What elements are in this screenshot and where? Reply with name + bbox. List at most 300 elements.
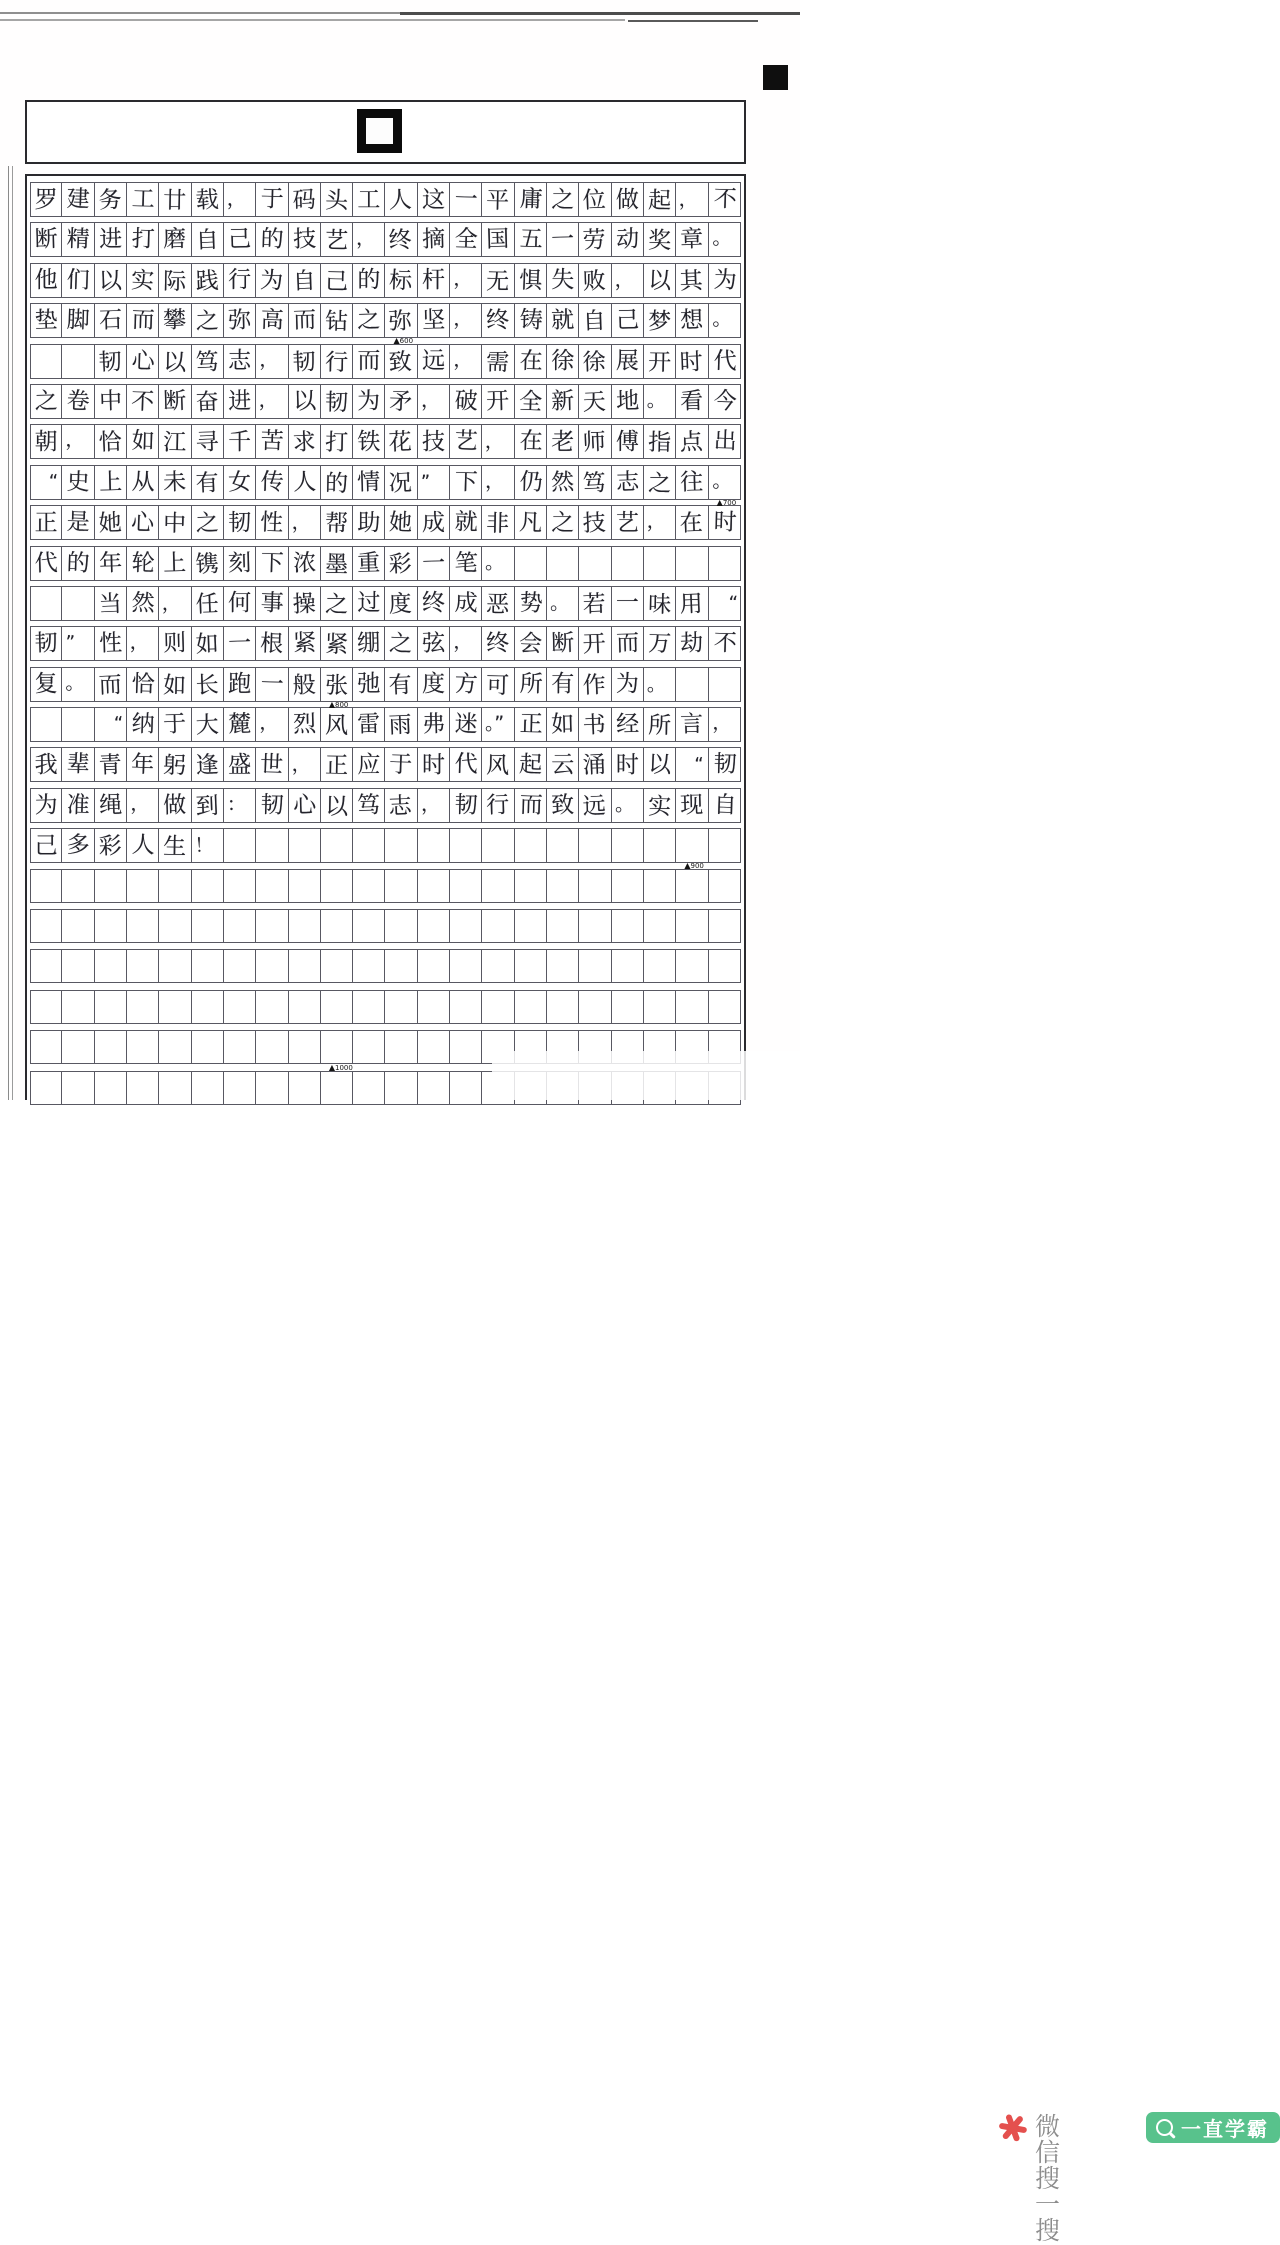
handwritten-char: 工 — [357, 186, 381, 213]
handwritten-char: 则 — [163, 629, 187, 657]
grid-cell — [385, 1030, 417, 1064]
handwritten-char: 梦 — [647, 308, 672, 335]
grid-cell — [450, 384, 482, 419]
grid-cell — [353, 828, 385, 863]
handwritten-char: 就 — [550, 306, 575, 334]
grid-cell — [547, 667, 579, 702]
grid-cell — [482, 465, 514, 500]
grid-cell — [95, 384, 127, 419]
grid-cell — [127, 667, 159, 702]
search-pill-button — [1146, 2112, 1280, 2143]
grid-cell — [62, 505, 94, 540]
grid-cell — [547, 747, 579, 782]
handwritten-char: 高 — [260, 306, 285, 334]
grid-row — [30, 828, 741, 862]
handwritten-char: 现 — [680, 791, 704, 819]
handwritten-char: 矛 — [389, 388, 414, 415]
grid-cell — [192, 909, 224, 943]
handwritten-char: 一 — [260, 670, 285, 698]
pill-label: 一直学霸 — [1181, 2117, 1269, 2141]
grid-row — [30, 586, 741, 620]
grid-cell — [321, 707, 353, 742]
grid-cell — [127, 1030, 159, 1064]
grid-cell — [482, 667, 514, 702]
handwritten-char: 他 — [34, 267, 58, 294]
handwritten-char: 纳 — [131, 710, 156, 738]
grid-cell — [30, 546, 62, 581]
grid-cell — [30, 465, 62, 500]
handwritten-char: 时 — [679, 348, 704, 376]
grid-cell — [224, 424, 256, 459]
handwritten-char: 建 — [66, 185, 91, 213]
handwritten-char: 心 — [292, 791, 317, 819]
handwritten-char: 到 — [194, 792, 219, 820]
handwritten-char: 镌 — [194, 550, 219, 577]
handwritten-char: 而 — [292, 306, 317, 334]
handwritten-char: 韧 — [97, 348, 122, 376]
grid-cell — [289, 344, 321, 379]
handwritten-char: 往 — [680, 468, 704, 496]
grid-cell — [385, 626, 417, 661]
grid-cell — [321, 303, 353, 338]
grid-cell — [579, 303, 611, 338]
handwritten-char: “ — [48, 470, 59, 493]
grid-row — [30, 263, 741, 297]
grid-cell — [450, 182, 482, 217]
watermark-label: 微信搜一搜 — [1035, 2112, 1062, 2245]
scan-artifact-line — [0, 19, 625, 21]
handwritten-char: 弥 — [388, 307, 413, 335]
handwritten-char: 之 — [551, 509, 575, 536]
grid-cell — [515, 626, 547, 661]
grid-cell — [612, 788, 644, 823]
grid-cell — [418, 1030, 450, 1064]
handwritten-char: ， — [485, 470, 505, 493]
handwritten-char: 烈 — [292, 710, 317, 738]
handwritten-char: 人 — [388, 186, 413, 214]
grid-cell — [676, 546, 708, 581]
handwritten-char: 磨 — [163, 226, 187, 253]
handwritten-char: 们 — [66, 266, 91, 294]
handwritten-char: ， — [420, 389, 441, 412]
grid-cell — [418, 747, 450, 782]
handwritten-char: 味 — [647, 591, 672, 618]
grid-cell — [224, 546, 256, 581]
grid-cell — [385, 788, 417, 823]
handwritten-char: 奖 — [647, 227, 672, 255]
grid-cell — [644, 384, 676, 419]
handwritten-char: 惧 — [518, 266, 543, 294]
grid-cell — [127, 828, 159, 863]
grid-cell — [30, 990, 62, 1024]
handwritten-char: 技 — [421, 428, 445, 455]
grid-cell — [62, 344, 94, 379]
grid-cell — [644, 344, 676, 379]
grid-cell — [450, 869, 482, 903]
handwritten-char: 未 — [163, 468, 187, 496]
grid-cell — [644, 586, 676, 621]
grid-cell — [30, 707, 62, 742]
handwritten-char: ！ — [193, 834, 214, 858]
handwritten-char: 为 — [356, 387, 381, 415]
handwritten-char: 恰 — [97, 428, 122, 456]
handwritten-char: 人 — [131, 831, 156, 859]
handwritten-char: 廿 — [163, 187, 187, 214]
handwritten-char: 劫 — [680, 629, 704, 657]
handwritten-char: 败 — [582, 267, 607, 295]
grid-cell — [482, 263, 514, 298]
grid-cell — [418, 626, 450, 661]
handwritten-char: 全 — [518, 388, 543, 415]
grid-cell — [30, 303, 62, 338]
handwritten-char: 。 — [711, 227, 732, 251]
handwritten-char: 风 — [324, 712, 349, 739]
handwritten-char: 展 — [615, 348, 639, 375]
grid-cell — [676, 344, 708, 379]
grid-row — [30, 949, 741, 983]
handwritten-char: ， — [678, 188, 699, 212]
handwritten-char: 指 — [647, 429, 672, 457]
grid-cell — [644, 222, 676, 257]
handwritten-char: 刻 — [227, 549, 252, 576]
handwritten-char: 需 — [486, 348, 510, 376]
grid-cell — [418, 586, 450, 621]
handwritten-char: 轮 — [131, 549, 156, 576]
grid-cell — [676, 747, 708, 782]
handwritten-char: 世 — [259, 751, 284, 779]
handwritten-char: 而 — [519, 791, 543, 819]
handwritten-char: 攀 — [163, 306, 187, 334]
grid-cell — [676, 182, 708, 217]
grid-cell — [192, 828, 224, 863]
handwritten-char: 实 — [130, 266, 155, 294]
grid-cell — [612, 828, 644, 863]
grid-cell — [159, 990, 191, 1024]
handwritten-char: 麓 — [227, 710, 252, 738]
grid-cell — [127, 869, 159, 903]
grid-row — [30, 182, 741, 216]
grid-cell — [612, 667, 644, 702]
grid-cell — [579, 384, 611, 419]
grid-cell — [612, 707, 644, 742]
grid-cell — [579, 344, 611, 379]
handwritten-char: 国 — [486, 226, 510, 253]
handwritten-char: 准 — [66, 791, 91, 819]
handwritten-char: ， — [453, 267, 473, 291]
grid-row — [30, 869, 741, 903]
handwritten-char: 上 — [163, 549, 187, 576]
handwritten-char: 如 — [163, 671, 187, 699]
handwritten-char: 绳 — [98, 791, 123, 819]
grid-cell — [450, 344, 482, 379]
grid-cell — [224, 222, 256, 257]
grid-cell — [644, 788, 676, 823]
grid-cell — [482, 869, 514, 903]
handwritten-char: 志 — [388, 792, 413, 820]
grid-cell — [579, 546, 611, 581]
grid-cell — [224, 344, 256, 379]
handwritten-char: ， — [290, 753, 311, 777]
grid-cell — [289, 626, 321, 661]
handwritten-char: ， — [420, 793, 441, 816]
grid-cell — [30, 1030, 62, 1064]
grid-cell — [224, 263, 256, 298]
handwritten-char: 代 — [34, 549, 59, 576]
grid-cell — [644, 667, 676, 702]
handwritten-char: 致 — [550, 791, 575, 819]
grid-cell — [676, 303, 708, 338]
handwritten-char: 笃 — [356, 791, 381, 819]
grid-cell — [159, 505, 191, 540]
handwritten-char: 非 — [486, 510, 510, 537]
grid-cell — [192, 869, 224, 903]
grid-cell — [385, 546, 417, 581]
handwritten-char: 作 — [582, 671, 607, 699]
grid-cell — [127, 747, 159, 782]
grid-cell — [515, 384, 547, 419]
grid-cell — [515, 788, 547, 823]
grid-cell — [127, 990, 159, 1024]
handwritten-char: 自 — [582, 307, 607, 335]
grid-cell — [321, 505, 353, 540]
grid-cell — [321, 667, 353, 702]
grid-cell — [159, 263, 191, 298]
grid-cell — [159, 182, 191, 217]
grid-cell — [353, 263, 385, 298]
handwritten-char: 重 — [356, 549, 381, 576]
grid-cell — [385, 707, 417, 742]
grid-cell — [289, 747, 321, 782]
handwritten-char: ： — [226, 793, 247, 816]
grid-cell — [95, 344, 127, 379]
grid-cell — [95, 505, 127, 540]
handwritten-char: 而 — [615, 629, 640, 657]
grid-cell — [62, 1030, 94, 1064]
grid-cell — [676, 667, 708, 702]
grid-cell — [709, 465, 741, 500]
essay-grid — [25, 174, 746, 1100]
grid-cell — [579, 828, 611, 863]
grid-cell — [547, 263, 579, 298]
grid-cell — [30, 788, 62, 823]
word-count-marker: ▲900 — [684, 861, 704, 871]
handwritten-char: 。 — [711, 308, 732, 331]
grid-cell — [515, 344, 547, 379]
grid-cell — [289, 707, 321, 742]
handwritten-char: 进 — [227, 387, 252, 415]
handwritten-char: ” — [65, 632, 76, 654]
scan-artifact-line — [628, 20, 758, 22]
grid-cell — [450, 828, 482, 863]
handwritten-char: 一 — [454, 185, 479, 213]
grid-cell — [95, 990, 127, 1024]
handwritten-char: 正 — [324, 752, 349, 780]
grid-cell — [30, 384, 62, 419]
grid-cell — [644, 869, 676, 903]
handwritten-char: 以 — [324, 793, 349, 820]
grid-cell — [353, 424, 385, 459]
grid-cell — [418, 869, 450, 903]
grid-cell — [353, 707, 385, 742]
handwritten-char: 为 — [259, 266, 284, 294]
grid-cell — [192, 990, 224, 1024]
grid-cell — [127, 263, 159, 298]
grid-cell — [644, 626, 676, 661]
handwritten-char: 江 — [163, 429, 187, 457]
grid-cell — [450, 222, 482, 257]
handwritten-char: 般 — [291, 671, 316, 699]
grid-cell — [256, 788, 288, 823]
grid-cell — [547, 303, 579, 338]
handwritten-char: 自 — [194, 226, 219, 254]
grid-cell — [62, 990, 94, 1024]
grid-cell — [612, 909, 644, 943]
grid-cell — [30, 344, 62, 379]
handwritten-char: 盛 — [228, 751, 252, 778]
grid-cell — [515, 747, 547, 782]
handwritten-char: 打 — [324, 429, 349, 457]
grid-cell — [547, 586, 579, 621]
grid-cell — [418, 788, 450, 823]
grid-cell — [547, 707, 579, 742]
grid-row — [30, 909, 741, 943]
handwritten-char: 的 — [260, 226, 285, 253]
grid-row — [30, 747, 741, 781]
grid-cell — [159, 667, 191, 702]
handwritten-char: 生 — [163, 833, 187, 860]
handwritten-char: 志 — [228, 348, 252, 375]
grid-cell — [482, 909, 514, 943]
grid-cell — [127, 384, 159, 419]
grid-cell — [62, 828, 94, 863]
grid-cell — [709, 626, 741, 661]
grid-cell — [450, 263, 482, 298]
handwritten-char: ， — [129, 631, 150, 655]
grid-cell — [321, 546, 353, 581]
grid-cell — [321, 747, 353, 782]
handwritten-char: 求 — [291, 428, 316, 456]
handwritten-char: 所 — [519, 670, 543, 698]
handwritten-char: 有 — [194, 469, 219, 497]
handwritten-char: 终 — [486, 629, 510, 657]
handwritten-char: 章 — [680, 226, 704, 253]
handwritten-char: 这 — [421, 186, 445, 213]
handwritten-char: 新 — [550, 387, 575, 415]
handwritten-char: 己 — [615, 306, 640, 334]
grid-cell — [515, 424, 547, 459]
handwritten-char: ， — [130, 793, 150, 816]
grid-cell — [676, 990, 708, 1024]
handwritten-char: 然 — [131, 589, 156, 617]
handwritten-char: 韧 — [712, 751, 737, 778]
handwritten-char: 于 — [163, 710, 187, 738]
grid-cell — [644, 707, 676, 742]
grid-cell — [127, 949, 159, 983]
grid-cell — [418, 303, 450, 338]
grid-cell — [385, 263, 417, 298]
handwritten-char: 己 — [227, 226, 252, 253]
handwritten-char: 于 — [389, 751, 414, 779]
grid-cell — [321, 384, 353, 419]
handwritten-char: 有 — [551, 671, 575, 698]
handwritten-char: 浓 — [292, 549, 317, 576]
grid-cell — [450, 586, 482, 621]
handwritten-char: ， — [453, 308, 473, 331]
handwritten-char: 性 — [259, 509, 284, 537]
grid-cell — [224, 909, 256, 943]
grid-cell — [256, 505, 288, 540]
grid-cell — [418, 384, 450, 419]
handwritten-char: 标 — [389, 266, 414, 294]
grid-cell — [224, 1030, 256, 1064]
handwritten-char: 终 — [421, 590, 445, 617]
grid-cell — [256, 546, 288, 581]
grid-cell — [482, 949, 514, 983]
grid-cell — [321, 182, 353, 217]
grid-cell — [579, 505, 611, 540]
grid-cell — [385, 909, 417, 943]
grid-cell — [579, 949, 611, 983]
handwritten-char: 度 — [388, 590, 413, 618]
handwritten-char: “ — [113, 713, 124, 735]
grid-cell — [159, 586, 191, 621]
grid-cell — [709, 424, 741, 459]
grid-cell — [192, 222, 224, 257]
grid-cell — [224, 1071, 256, 1105]
grid-cell — [418, 263, 450, 298]
grid-cell — [95, 626, 127, 661]
grid-cell — [353, 1071, 385, 1105]
grid-cell — [353, 747, 385, 782]
grid-cell — [644, 747, 676, 782]
grid-cell — [62, 424, 94, 459]
grid-cell — [515, 303, 547, 338]
grid-cell — [482, 424, 514, 459]
handwritten-char: 跑 — [228, 671, 252, 698]
grid-cell — [289, 1030, 321, 1064]
grid-row — [30, 546, 741, 580]
handwritten-char: 劳 — [582, 226, 607, 254]
grid-cell — [418, 182, 450, 217]
handwritten-char: 。 — [614, 793, 635, 816]
grid-cell — [353, 626, 385, 661]
grid-cell — [579, 263, 611, 298]
grid-cell — [127, 222, 159, 257]
handwritten-char: 正 — [34, 509, 58, 536]
handwritten-char: 徐 — [582, 348, 607, 376]
grid-cell — [30, 182, 62, 217]
grid-cell — [612, 990, 644, 1024]
grid-cell — [676, 909, 708, 943]
grid-cell — [709, 747, 741, 782]
grid-cell — [482, 505, 514, 540]
handwritten-char: 起 — [518, 751, 543, 779]
grid-cell — [256, 990, 288, 1024]
grid-cell — [450, 1030, 482, 1064]
grid-cell — [289, 788, 321, 823]
grid-cell — [256, 586, 288, 621]
grid-cell — [256, 828, 288, 863]
grid-cell — [612, 182, 644, 217]
handwritten-char: 进 — [98, 226, 123, 253]
grid-cell — [192, 505, 224, 540]
grid-cell — [482, 303, 514, 338]
grid-cell — [515, 465, 547, 500]
grid-cell — [159, 869, 191, 903]
grid-cell — [612, 303, 644, 338]
handwritten-char: 成 — [421, 509, 445, 536]
handwritten-char: 之 — [194, 307, 219, 335]
